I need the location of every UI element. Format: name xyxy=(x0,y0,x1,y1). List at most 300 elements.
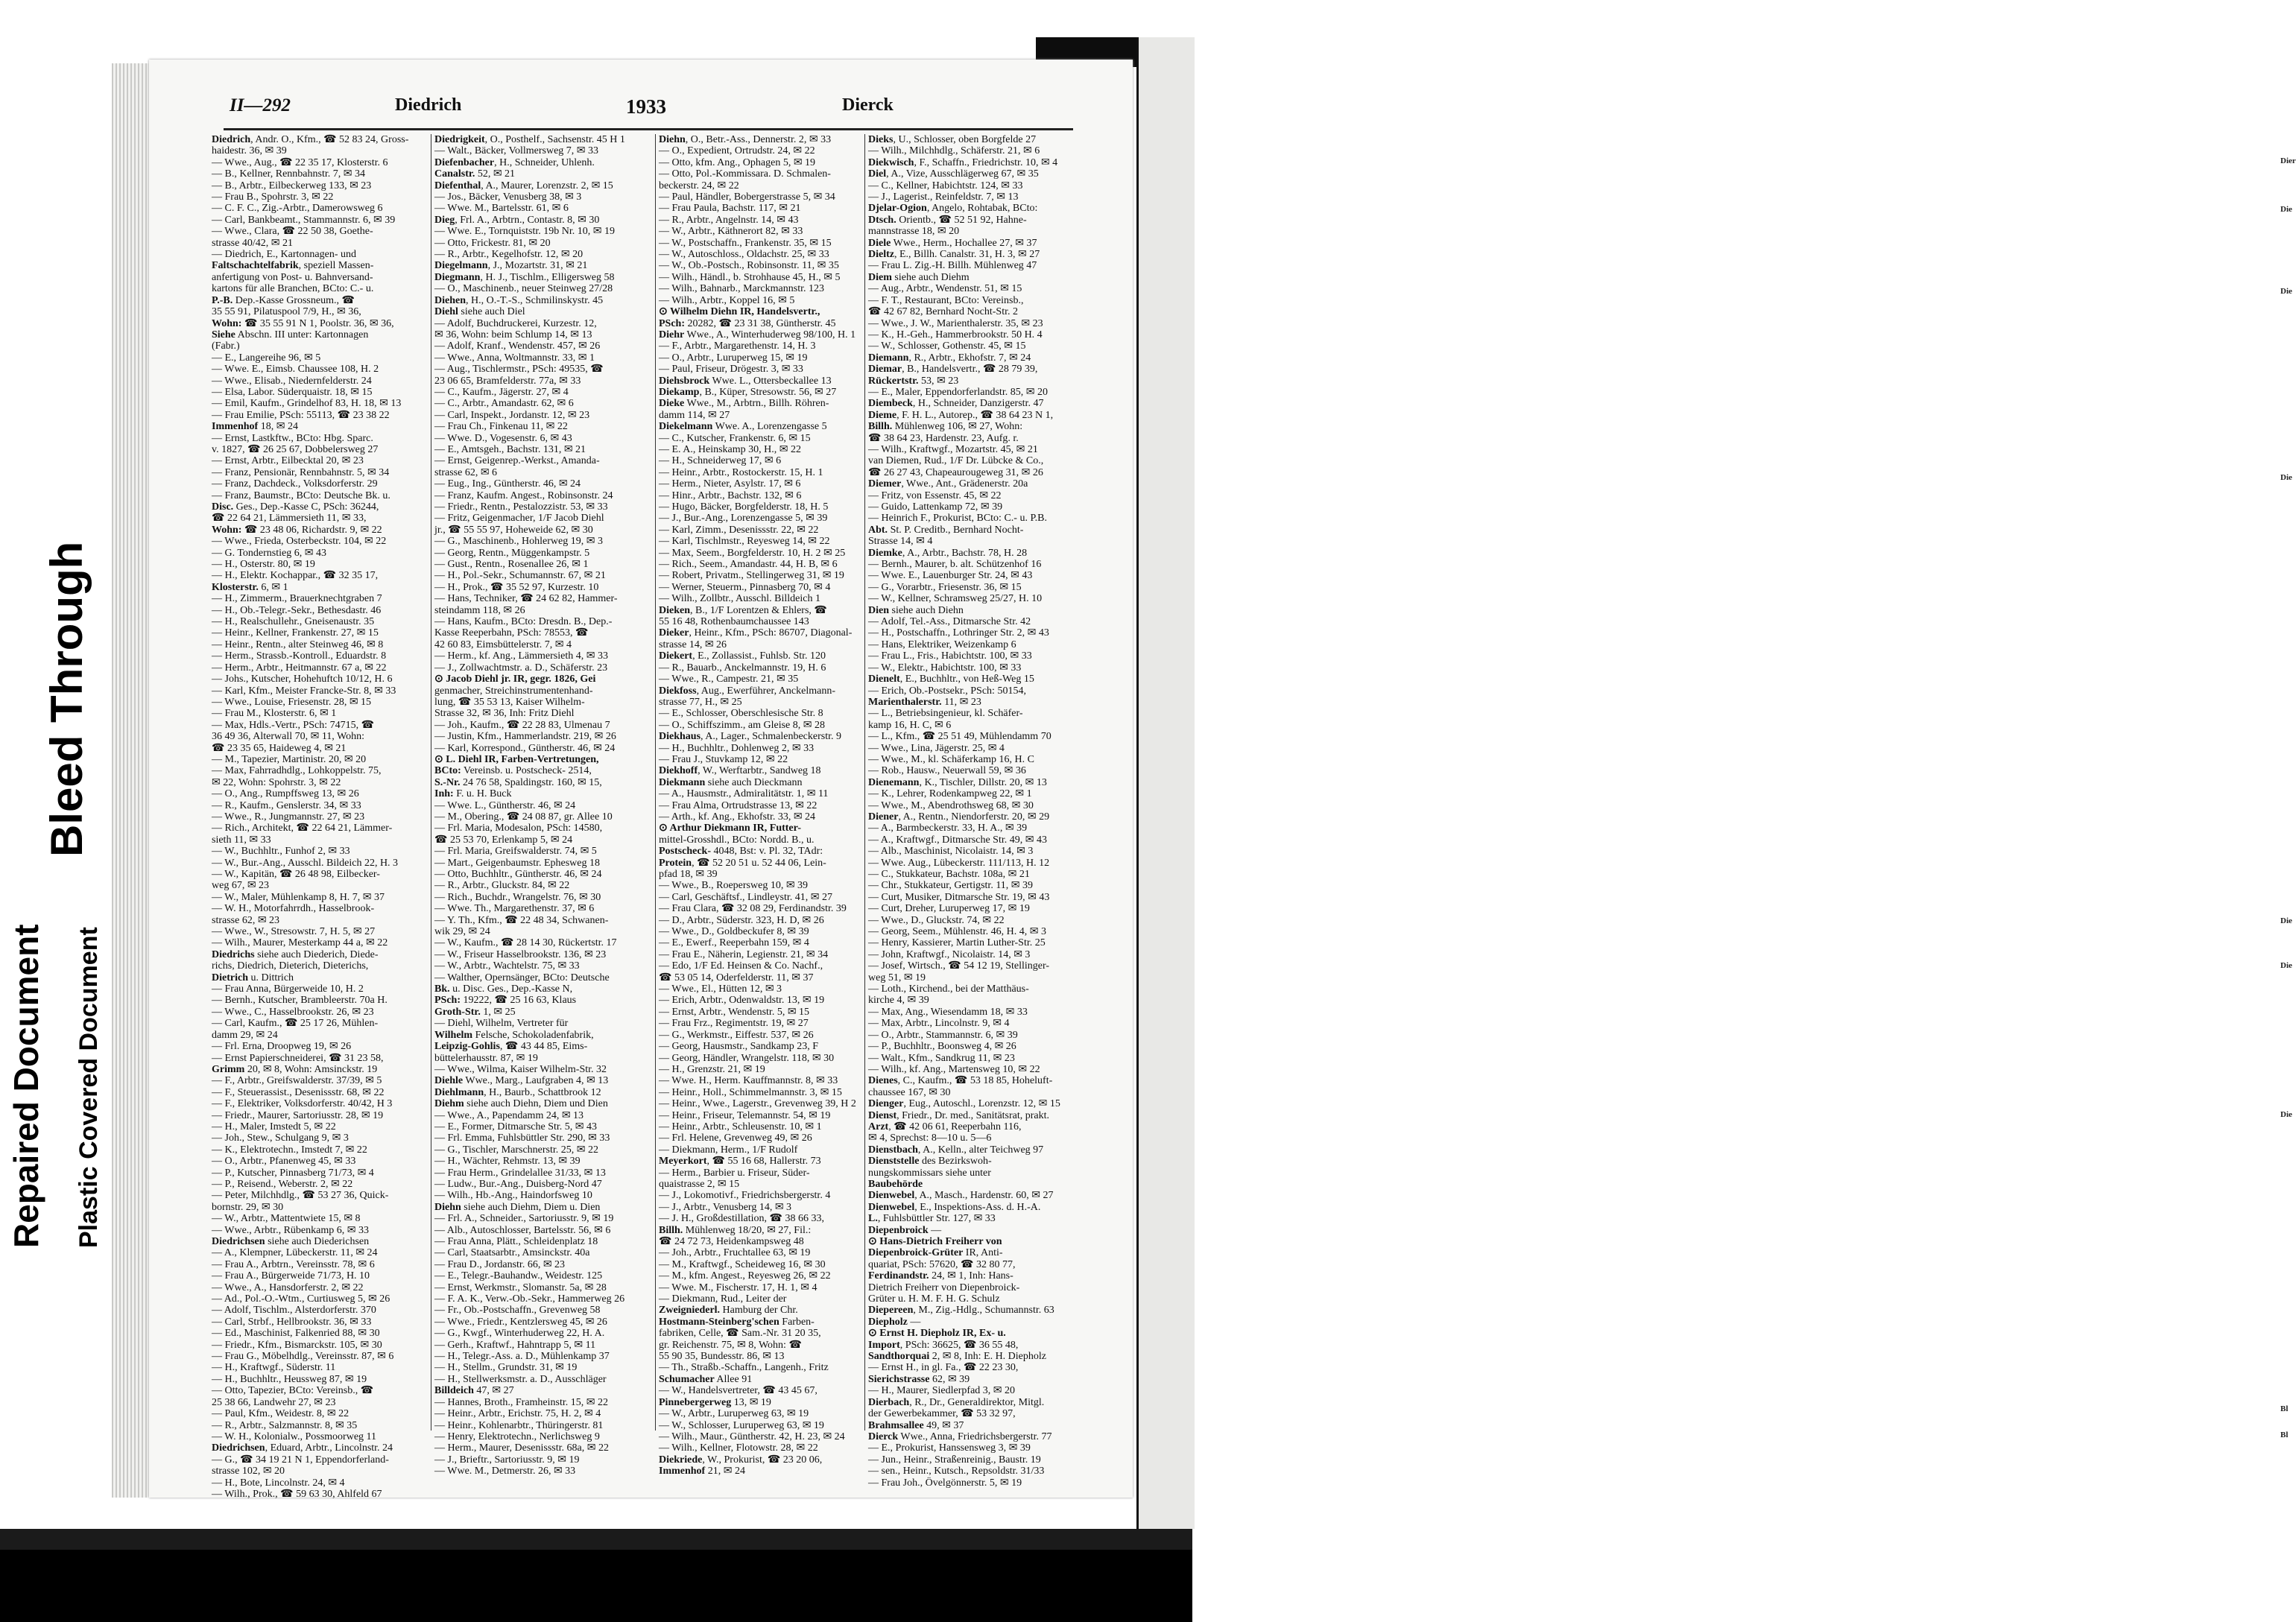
directory-entry-line: — Wwe., D., Gluckstr. 74, ✉ 22 xyxy=(868,914,1005,926)
directory-entry-line: — R., Kaufm., Genslerstr. 34, ✉ 33 xyxy=(212,799,361,811)
directory-entry-line: — Y. Th., Kfm., ☎ 22 48 34, Schwanen- xyxy=(434,914,609,926)
directory-entry-line: — Heinrich F., Prokurist, BCto: C.- u. P.B. xyxy=(868,513,1048,525)
directory-entry-line: Billh. Mühlenweg 106, ✉ 27, Wohn: xyxy=(868,421,1023,433)
directory-entry-line: — Wwe., Friedr., Kentzlersweg 45, ✉ 26 xyxy=(434,1316,607,1328)
directory-entry-line: — Ludw., Bur.-Ang., Duisberg-Nord 47 xyxy=(434,1178,602,1190)
directory-entry-line: — G., Vorarbtr., Friesenstr. 36, ✉ 15 xyxy=(868,581,1022,593)
directory-entry-line: — Aug., Tischlermstr., PSch: 49535, ☎ xyxy=(434,364,604,376)
directory-entry-line: — O., Arbtr., Luruperweg 15, ✉ 19 xyxy=(659,352,808,364)
directory-entry-line: Diehn siehe auch Diehm, Diem u. Dien xyxy=(434,1201,601,1213)
directory-entry-line: Billdeich 47, ✉ 27 xyxy=(434,1385,514,1397)
directory-entry-line: — G., Maschinenb., Hohlerweg 19, ✉ 3 xyxy=(434,536,603,548)
directory-entry-line: Djelar-Ogion, Angelo, Rohtabak, BCto: xyxy=(868,203,1038,215)
directory-entry-line: Dieltz, E., Billh. Canalstr. 31, H. 3, ✉ 27 xyxy=(868,249,1040,261)
directory-entry-line: — Otto, Pol.-Kommissara. D. Schmalen- xyxy=(659,168,831,180)
directory-entry-line: — D., Arbtr., Süderstr. 323, H. D, ✉ 26 xyxy=(659,914,824,926)
directory-entry-line: Diemke, A., Arbtr., Bachstr. 78, H. 28 xyxy=(868,547,1028,559)
directory-entry-line: — Ernst, Arbtr., Eilbecktal 20, ✉ 23 xyxy=(212,455,364,467)
directory-entry-line: — Frau Ch., Finkenau 11, ✉ 22 xyxy=(434,421,568,433)
directory-entry-line: — E., Former, Ditmarsche Str. 5, ✉ 43 xyxy=(434,1121,598,1132)
directory-entry-line: fabriken, Celle, ☎ Sam.-Nr. 31 20 35, xyxy=(659,1328,821,1340)
directory-entry-line: — H., Schneiderweg 17, ✉ 6 xyxy=(659,455,782,467)
directory-entry-line: — W., Postschaffn., Frankenstr. 35, ✉ 15 xyxy=(659,237,832,249)
directory-entry-line: 23 06 65, Bramfelderstr. 77a, ✉ 33 xyxy=(434,375,581,387)
directory-entry-line: — Curt, Musiker, Ditmarsche Str. 19, ✉ 43 xyxy=(868,891,1050,903)
directory-entry-line: — Hannes, Broth., Framheinstr. 15, ✉ 22 xyxy=(434,1396,608,1408)
directory-entry-line: mittel-Grosshdl., BCto: Nordd. B., u. xyxy=(659,834,815,846)
directory-entry-line: (Fabr.) xyxy=(212,340,240,352)
directory-entry-line: — A., Hausmstr., Admiralitätstr. 1, ✉ 11 xyxy=(659,788,829,800)
directory-entry-line: — Wwe. Th., Margarethenstr. 37, ✉ 6 xyxy=(434,903,595,915)
directory-entry-line: Diepereen, M., Zig.-Hdlg., Schumannstr. 63 xyxy=(868,1305,1054,1317)
directory-entry-line: Dienemann, K., Tischler, Dillstr. 20, ✉ 13 xyxy=(868,776,1047,788)
directory-entry-line: Dieg, Frl. A., Arbtrn., Contastr. 8, ✉ 30 xyxy=(434,214,600,226)
directory-entry-line: — F., Steuerassist., Desenissstr. 68, ✉ 22 xyxy=(212,1086,385,1098)
adjacent-page-text: Die xyxy=(2280,473,2292,482)
directory-entry-line: — Frau D., Jordanstr. 66, ✉ 23 xyxy=(434,1258,566,1270)
directory-entry-line: — W., Schlosser, Luruperweg 63, ✉ 19 xyxy=(659,1419,824,1431)
scan-top-margin xyxy=(108,0,1192,37)
directory-entry-line: Diedrichsen siehe auch Diederichsen xyxy=(212,1236,370,1247)
directory-entry-line: — Ernst Papierschneiderei, ☎ 31 23 58, xyxy=(212,1052,384,1064)
directory-entry-line: beckerstr. 24, ✉ 22 xyxy=(659,180,739,191)
directory-entry-line: — Wilh., Maur., Güntherstr. 42, H. 23, ✉ 24 xyxy=(659,1431,845,1442)
directory-entry-line: — Wwe. Aug., Lübeckerstr. 111/113, H. 12 xyxy=(868,857,1050,869)
directory-entry-line: — Wwe., C., Hasselbrookstr. 26, ✉ 23 xyxy=(212,1006,374,1018)
directory-column-3 xyxy=(659,134,872,1475)
directory-entry-line: — Peter, Milchhdlg., ☎ 53 27 36, Quick- xyxy=(212,1190,389,1202)
directory-entry-line: Meyerkort, ☎ 55 16 68, Hallerstr. 73 xyxy=(659,1156,821,1168)
directory-entry-line: — Wwe., Clara, ☎ 22 50 38, Goethe- xyxy=(212,226,373,238)
directory-entry-line: Siehe Abschn. III unter: Kartonnagen xyxy=(212,329,369,340)
directory-entry-line: — Ernst, Werkmstr., Slomanstr. 5a, ✉ 28 xyxy=(434,1282,607,1293)
directory-entry-line: — J., Lagerist., Reinfeldstr. 7, ✉ 13 xyxy=(868,191,1019,203)
directory-entry-line: — Friedr., Rentn., Pestalozzistr. 53, ✉ 33 xyxy=(434,501,608,513)
directory-entry-line: ✉ 4, Sprechst: 8—10 u. 5—6 xyxy=(868,1132,992,1144)
directory-entry-line: — R., Bauarb., Anckelmannstr. 19, H. 6 xyxy=(659,662,826,674)
directory-entry-line: ✉ 36, Wohn: beim Schlump 14, ✉ 13 xyxy=(434,329,592,340)
directory-entry-line: — C., Stukkateur, Bachstr. 108a, ✉ 21 xyxy=(868,869,1030,880)
directory-entry-line: pfad 18, ✉ 39 xyxy=(659,869,718,880)
header-year: 1933 xyxy=(626,95,666,118)
directory-entry-line: Hostmann-Steinberg'schen Farben- xyxy=(659,1316,815,1328)
directory-entry-line: 25 38 66, Landwehr 27, ✉ 23 xyxy=(212,1396,336,1408)
directory-entry-line: quaistrasse 2, ✉ 15 xyxy=(659,1178,740,1190)
directory-entry-line: — Frau A., Arbtrn., Vereinsstr. 78, ✉ 6 xyxy=(212,1258,375,1270)
directory-entry-line: — Herm., Barbier u. Friseur, Süder- xyxy=(659,1167,810,1179)
directory-entry-line: — Ernst H., in gl. Fa., ☎ 22 23 30, xyxy=(868,1362,1019,1374)
directory-column-1 xyxy=(212,134,425,1500)
directory-entry-line: — Wilh., Kellner, Flotowstr. 28, ✉ 22 xyxy=(659,1442,818,1454)
repaired-document-label: Repaired Document xyxy=(7,924,45,1248)
directory-entry-line: Pinnebergerweg 13, ✉ 19 xyxy=(659,1396,771,1408)
directory-entry-line: — Carl, Strbf., Hellbrookstr. 36, ✉ 33 xyxy=(212,1316,372,1328)
directory-entry-line: 36 49 36, Alterwall 70, ✉ 11, Wohn: xyxy=(212,731,365,743)
directory-entry-line: Baubehörde xyxy=(868,1178,923,1190)
directory-entry-line: — J., Zollwachtmstr. a. D., Schäferstr. 23 xyxy=(434,662,608,674)
directory-entry-line: richs, Diedrich, Dieterich, Dieterichs, xyxy=(212,960,369,972)
directory-entry-line: Diedrigkeit, O., Posthelf., Sachsenstr. 45 H 1 xyxy=(434,134,625,145)
directory-entry-line: — Wilh., Arbtr., Koppel 16, ✉ 5 xyxy=(659,294,795,306)
scan-bottom-shadow xyxy=(0,1529,1192,1550)
directory-entry-line: weg 67, ✉ 23 xyxy=(212,880,270,892)
directory-entry-line: Billh. Mühlenweg 18/20, ✉ 27, Fil.: xyxy=(659,1224,812,1236)
directory-entry-line: — F., Arbtr., Margarethenstr. 14, H. 3 xyxy=(659,340,816,352)
directory-entry-line: — Wwe., Aug., ☎ 22 35 17, Klosterstr. 6 xyxy=(212,156,388,168)
directory-entry-line: — Frau L. Zig.-H. Billh. Mühlenweg 47 xyxy=(868,260,1037,272)
directory-entry-line: — Fritz, von Essenstr. 45, ✉ 22 xyxy=(868,490,1002,501)
directory-entry-line: — O., Arbtr., Stammannstr. 6, ✉ 39 xyxy=(868,1029,1018,1041)
directory-entry-line: — Wwe., D., Goldbeckufer 8, ✉ 39 xyxy=(659,926,809,938)
directory-entry-line: — W., Arbtr., Wachtelstr. 75, ✉ 33 xyxy=(434,960,580,972)
directory-entry-line: — Th., Straßb.-Schaffn., Langenh., Fritz xyxy=(659,1362,829,1374)
directory-entry-line: — M., Kraftwgf., Scheideweg 16, ✉ 30 xyxy=(659,1258,826,1270)
directory-entry-line: Brahmsallee 49, ✉ 37 xyxy=(868,1419,964,1431)
directory-entry-line: — E., Ewerf., Reeperbahn 159, ✉ 4 xyxy=(659,937,809,949)
directory-entry-line: — Otto, kfm. Ang., Ophagen 5, ✉ 19 xyxy=(659,156,816,168)
directory-entry-line: — Wilh., Maurer, Mesterkamp 44 a, ✉ 22 xyxy=(212,937,388,949)
directory-entry-line: — H., Zimmerm., Brauerknechtgraben 7 xyxy=(212,593,382,605)
directory-entry-line: — H., Wächter, Rehmstr. 13, ✉ 39 xyxy=(434,1156,581,1168)
directory-entry-line: Dieke Wwe., M., Arbtrn., Billh. Röhren- xyxy=(659,398,829,410)
directory-entry-line: — G., ☎ 34 19 21 N 1, Eppendorferland- xyxy=(212,1454,389,1466)
adjacent-page-strip xyxy=(1136,37,2296,1529)
directory-entry-line: — W., Arbtr., Mattentwiete 15, ✉ 8 xyxy=(212,1213,361,1225)
directory-entry-line: Inh: F. u. H. Buck xyxy=(434,788,512,800)
directory-entry-line: — Frau J., Stuvkamp 12, ✉ 22 xyxy=(659,753,788,765)
directory-entry-line: — Heinr., Holl., Schimmelmannstr. 3, ✉ 15 xyxy=(659,1086,842,1098)
directory-entry-line: — Wilh., Milchhdlg., Schäferstr. 21, ✉ 6 xyxy=(868,145,1040,157)
directory-entry-line: — Frl. Helene, Grevenweg 49, ✉ 26 xyxy=(659,1132,812,1144)
directory-entry-line: — Diekmann, Herm., 1/F Rudolf xyxy=(659,1144,798,1156)
directory-entry-line: — Max, Hdls.-Vertr., PSch: 74715, ☎ xyxy=(212,719,375,731)
directory-entry-line: — C. F. C., Zig.-Arbtr., Damerowsweg 6 xyxy=(212,203,383,215)
directory-entry-line: Abt. St. P. Creditb., Bernhard Nocht- xyxy=(868,524,1024,536)
directory-entry-line: — B., Arbtr., Eilbeckerweg 133, ✉ 23 xyxy=(212,180,372,191)
directory-entry-line: Immenhof 21, ✉ 24 xyxy=(659,1466,745,1477)
directory-entry-line: damm 29, ✉ 24 xyxy=(212,1029,278,1041)
directory-entry-line: — Rob., Hausw., Neuerwall 59, ✉ 36 xyxy=(868,765,1026,777)
directory-entry-line: ✉ 22, Wohn: Spohrstr. 3, ✉ 22 xyxy=(212,776,341,788)
page-number: II—292 xyxy=(230,95,291,115)
directory-entry-line: — H., Postschaffn., Lothringer Str. 2, ✉ 43 xyxy=(868,627,1049,639)
header-first-entry: Diedrich xyxy=(395,95,462,115)
directory-entry-line: — H., Ob.-Telegr.-Sekr., Bethesdastr. 46 xyxy=(212,604,382,616)
directory-entry-line: 55 90 35, Bundesstr. 86, ✉ 13 xyxy=(659,1351,785,1363)
directory-entry-line: Diepenbroick-Grüter IR, Anti- xyxy=(868,1247,1003,1259)
directory-entry-line: Faltschachtelfabrik, speziell Massen- xyxy=(212,260,374,272)
directory-entry-line: Diembeck, H., Schneider, Danzigerstr. 47 xyxy=(868,398,1044,410)
directory-entry-line: — Wilh., Bahnarb., Marckmannstr. 123 xyxy=(659,283,824,295)
directory-entry-line: 55 16 48, Rothenbaumchaussee 143 xyxy=(659,616,809,628)
page-header xyxy=(149,95,1133,125)
directory-entry-line: — Wwe., A., Papendamm 24, ✉ 13 xyxy=(434,1109,584,1121)
directory-entry-line: — Joh., Arbtr., Fruchtallee 63, ✉ 19 xyxy=(659,1247,811,1259)
adjacent-page-text: Die xyxy=(2280,205,2292,214)
directory-entry-line: — Heinr., Rentn., alter Steinweg 46, ✉ 8 xyxy=(212,639,384,650)
directory-entry-line: — E., Schlosser, Oberschlesische Str. 8 xyxy=(659,708,823,720)
directory-entry-line: — Elsa, Labor. Süderquaistr. 18, ✉ 15 xyxy=(212,386,373,398)
directory-entry-line: ☎ 24 72 73, Heidenkampsweg 48 xyxy=(659,1236,804,1247)
directory-entry-line: chaussee 167, ✉ 30 xyxy=(868,1086,951,1098)
directory-entry-line: — H., Kraftwgf., Süderstr. 11 xyxy=(212,1362,336,1374)
directory-entry-line: — F. T., Restaurant, BCto: Vereinsb., xyxy=(868,294,1024,306)
directory-entry-line: Disc. Ges., Dep.-Kasse C, PSch: 36244, xyxy=(212,501,379,513)
directory-entry-line: — Joh., Kaufm., ☎ 22 28 83, Ulmenau 7 xyxy=(434,719,610,731)
directory-entry-line: — Werner, Steuerm., Pinnasberg 70, ✉ 4 xyxy=(659,581,831,593)
directory-entry-line: — Joh., Stew., Schulgang 9, ✉ 3 xyxy=(212,1132,349,1144)
directory-entry-line: — Max, Fahrradhdlg., Lohkoppelstr. 75, xyxy=(212,765,382,777)
directory-entry-line: bornstr. 29, ✉ 30 xyxy=(212,1201,284,1213)
directory-entry-line: lung, ☎ 35 53 13, Kaiser Wilhelm- xyxy=(434,696,585,708)
directory-entry-line: — J., Brieftr., Sartoriusstr. 9, ✉ 19 xyxy=(434,1454,580,1466)
directory-entry-line: — H., Stellwerksmstr. a. D., Ausschläger xyxy=(434,1373,607,1385)
directory-entry-line: — W., Friseur Hasselbrookstr. 136, ✉ 23 xyxy=(434,948,607,960)
directory-entry-line: quariat, PSch: 57620, ☎ 32 80 77, xyxy=(868,1258,1016,1270)
directory-entry-line: — Karl, Kfm., Meister Francke-Str. 8, ✉ 33 xyxy=(212,685,396,697)
directory-entry-line: — C., Kaufm., Jägerstr. 27, ✉ 4 xyxy=(434,386,569,398)
directory-entry-line: — Franz, Dachdeck., Volksdorferstr. 29 xyxy=(212,478,378,490)
directory-entry-line: — M., Tapezier, Martinistr. 20, ✉ 20 xyxy=(212,753,367,765)
directory-entry-line: — Frau Frz., Regimentstr. 19, ✉ 27 xyxy=(659,1018,809,1030)
directory-entry-line: — Bernh., Maurer, b. alt. Schützenhof 16 xyxy=(868,559,1042,571)
directory-entry-line: — E., Maler, Eppendorferlandstr. 85, ✉ 20 xyxy=(868,386,1048,398)
directory-entry-line: genmacher, Streichinstrumentenhand- xyxy=(434,685,593,697)
directory-entry-line: — Wwe., R., Campestr. 21, ✉ 35 xyxy=(659,674,799,685)
directory-entry-line: — H., Stellm., Grundstr. 31, ✉ 19 xyxy=(434,1362,578,1374)
directory-entry-line: S.-Nr. 24 76 58, Spaldingstr. 160, ✉ 15, xyxy=(434,776,602,788)
directory-entry-line: Diekriede, W., Prokurist, ☎ 23 20 06, xyxy=(659,1454,823,1466)
directory-entry-line: PSch: 19222, ☎ 25 16 63, Klaus xyxy=(434,995,577,1007)
directory-entry-line: — Frau M., Klosterstr. 6, ✉ 1 xyxy=(212,708,337,720)
directory-entry-line: — Wilh., Hb.-Ang., Haindorfsweg 10 xyxy=(434,1190,592,1202)
directory-entry-line: Dienger, Eug., Autoschl., Lorenzstr. 12, ✉ 15 xyxy=(868,1098,1060,1110)
directory-entry-line: — Wwe., J. W., Marienthalerstr. 35, ✉ 23 xyxy=(868,317,1043,329)
directory-entry-line: — Karl, Korrespond., Güntherstr. 46, ✉ 24 xyxy=(434,742,616,754)
directory-entry-line: kartons für alle Branchen, BCto: C.- u. xyxy=(212,283,374,295)
directory-entry-line: — H., Buchhltr., Dohlenweg 2, ✉ 33 xyxy=(659,742,815,754)
directory-entry-line: — Frau Anna, Plätt., Schleidenplatz 18 xyxy=(434,1236,598,1247)
directory-entry-line: Diekhaus, A., Lager., Schmalenbeckerstr. 9 xyxy=(659,731,841,743)
directory-entry-line: Diekert, E., Zollassist., Fuhlsb. Str. 120 xyxy=(659,650,826,662)
directory-entry-line: Diekfoss, Aug., Ewerführer, Anckelmann- xyxy=(659,685,835,697)
directory-entry-line: Marienthalerstr. 11, ✉ 23 xyxy=(868,696,981,708)
directory-entry-line: — Frau Alma, Ortrudstrasse 13, ✉ 22 xyxy=(659,799,817,811)
directory-entry-line: — W. H., Motorfahrrdh., Hasselbrook- xyxy=(212,903,375,915)
directory-entry-line: — Frau Herm., Grindelallee 31/33, ✉ 13 xyxy=(434,1167,606,1179)
directory-entry-line: Dieker, Heinr., Kfm., PSch: 86707, Diagonal- xyxy=(659,627,853,639)
directory-entry-line: Diemann, R., Arbtr., Ekhofstr. 7, ✉ 24 xyxy=(868,352,1031,364)
directory-entry-line: — R., Arbtr., Gluckstr. 84, ✉ 22 xyxy=(434,880,570,892)
directory-entry-line: — Adolf, Tischlm., Alsterdorferstr. 370 xyxy=(212,1305,376,1317)
directory-entry-line: — Wwe., R., Jungmannstr. 27, ✉ 23 xyxy=(212,811,365,823)
directory-entry-line: Diehr Wwe., A., Winterhuderweg 98/100, H. 1 xyxy=(659,329,856,340)
directory-entry-line: — Erich, Arbtr., Odenwaldstr. 13, ✉ 19 xyxy=(659,995,825,1007)
directory-entry-line: — Wilh., kf. Ang., Martensweg 10, ✉ 22 xyxy=(868,1063,1040,1075)
directory-entry-line: — Wwe., Wilma, Kaiser Wilhelm-Str. 32 xyxy=(434,1063,607,1075)
directory-entry-line: ☎ 38 64 23, Hardenstr. 23, Aufg. r. xyxy=(868,432,1019,444)
directory-entry-line: Diehl siehe auch Diel xyxy=(434,306,525,318)
directory-entry-line: — K., Lehrer, Rodenkampweg 22, ✉ 1 xyxy=(868,788,1032,800)
directory-entry-line: — Wwe., Louise, Friesenstr. 28, ✉ 15 xyxy=(212,696,372,708)
directory-entry-line: — Heinr., Arbtr., Erichstr. 75, H. 2, ✉ 4 xyxy=(434,1408,601,1420)
bleed-through-label: Bleed Through xyxy=(42,541,92,857)
directory-entry-line: — Herm., Arbtr., Heitmannstr. 67 a, ✉ 22 xyxy=(212,662,387,674)
directory-entry-line: Zweigniederl. Hamburg der Chr. xyxy=(659,1305,798,1317)
directory-entry-line: — A., Kraftwgf., Ditmarsche Str. 49, ✉ 43 xyxy=(868,834,1047,846)
directory-entry-line: — Rich., Buchdr., Wrangelstr. 76, ✉ 30 xyxy=(434,891,601,903)
directory-entry-line: — Otto, Tapezier, BCto: Vereinsb., ☎ xyxy=(212,1385,374,1397)
directory-entry-line: — Hugo, Bäcker, Borgfelderstr. 18, H. 5 xyxy=(659,501,829,513)
directory-entry-line: Diedrichs siehe auch Diederich, Diede- xyxy=(212,948,379,960)
directory-entry-line: kamp 16, H. C, ✉ 6 xyxy=(868,719,952,731)
directory-entry-line: — Max, Seem., Borgfelderstr. 10, H. 2 ✉ 25 xyxy=(659,547,846,559)
directory-entry-line: Dienes, C., Kaufm., ☎ 53 18 85, Hoheluft- xyxy=(868,1075,1053,1087)
directory-entry-line: — Wwe. H., Herm. Kauffmannstr. 8, ✉ 33 xyxy=(659,1075,838,1087)
column-divider xyxy=(655,134,656,1431)
directory-entry-line: Diefenthal, A., Maurer, Lorenzstr. 2, ✉ 15 xyxy=(434,180,613,191)
directory-entry-line: der Gewerbekammer, ☎ 53 32 97, xyxy=(868,1408,1016,1420)
directory-entry-line: — Wwe., Frieda, Osterbeckstr. 104, ✉ 22 xyxy=(212,536,387,548)
directory-entry-line: — Adolf, Buchdruckerei, Kurzestr. 12, xyxy=(434,317,597,329)
directory-entry-line: — Max, Arbtr., Lincolnstr. 9, ✉ 4 xyxy=(868,1018,1010,1030)
directory-entry-line: — Wwe. M., Bartelsstr. 61, ✉ 6 xyxy=(434,203,569,215)
directory-entry-line: — Wilh., Händl., b. Strohhause 45, H., ✉ 5 xyxy=(659,271,841,283)
directory-entry-line: — Ernst, Geigenrep.-Werkst., Amanda- xyxy=(434,455,600,467)
directory-entry-line: — H., Prok., ☎ 35 52 97, Kurzestr. 10 xyxy=(434,581,599,593)
directory-entry-line: ☎ 53 05 14, Oderfelderstr. 11, ✉ 37 xyxy=(659,972,814,983)
directory-entry-line: ☎ 42 67 82, Bernhard Nocht-Str. 2 xyxy=(868,306,1018,318)
directory-entry-line: P.-B. Dep.-Kasse Grossneum., ☎ xyxy=(212,294,355,306)
directory-entry-line: — W., Kellner, Schramsweg 25/27, H. 10 xyxy=(868,593,1043,605)
directory-entry-line: — A., Barmbeckerstr. 33, H. A., ✉ 39 xyxy=(868,823,1028,834)
directory-entry-line: van Diemen, Rud., 1/F Dr. Lübcke & Co., xyxy=(868,455,1044,467)
directory-entry-line: Schumacher Allee 91 xyxy=(659,1373,753,1385)
directory-entry-line: — sen., Heinr., Kutsch., Repsoldstr. 31/33 xyxy=(868,1466,1045,1477)
directory-entry-line: — W., Autoschloss., Oldachstr. 25, ✉ 33 xyxy=(659,249,829,261)
directory-entry-line: — Wilh., Zollbtr., Ausschl. Billdeich 1 xyxy=(659,593,820,605)
directory-entry-line: — Carl, Staatsarbtr., Amsinckstr. 40a xyxy=(434,1247,590,1259)
directory-entry-line: — Wwe., M., Abendrothsweg 68, ✉ 30 xyxy=(868,799,1034,811)
directory-entry-line: — Carl, Geschäftsf., Lindleystr. 41, ✉ 27 xyxy=(659,891,832,903)
directory-entry-line: Postscheck- 4048, Bst: v. Pl. 32, TAdr: xyxy=(659,846,823,858)
directory-entry-line: ⊙ Jacob Diehl jr. IR, gegr. 1826, Gei xyxy=(434,674,596,685)
directory-entry-line: — Carl, Inspekt., Jordanstr. 12, ✉ 23 xyxy=(434,409,590,421)
directory-entry-line: Wilhelm Felsche, Schokoladenfabrik, xyxy=(434,1029,594,1041)
directory-entry-line: — F., Arbtr., Greifswalderstr. 37/39, ✉ 5 xyxy=(212,1075,382,1087)
directory-entry-line: — Arth., kf. Ang., Ekhofstr. 33, ✉ 24 xyxy=(659,811,816,823)
directory-entry-line: Dieme, F. H. L., Autorep., ☎ 38 64 23 N 1, xyxy=(868,409,1054,421)
directory-entry-line: — E., Prokurist, Hanssensweg 3, ✉ 39 xyxy=(868,1442,1031,1454)
directory-entry-line: — Wwe., W., Stresowstr. 7, H. 5, ✉ 27 xyxy=(212,926,376,938)
directory-entry-line: — Wwe. D., Vogesenstr. 6, ✉ 43 xyxy=(434,432,572,444)
directory-entry-line: — Adolf, Kranf., Wendenstr. 457, ✉ 26 xyxy=(434,340,601,352)
directory-entry-line: — Georg, Händler, Wrangelstr. 118, ✉ 30 xyxy=(659,1052,835,1064)
directory-entry-line: Diefenbacher, H., Schneider, Uhlenh. xyxy=(434,156,595,168)
directory-entry-line: — Frau G., Möbelhdlg., Vereinsstr. 87, ✉ 6 xyxy=(212,1351,394,1363)
directory-entry-line: — R., Arbtr., Salzmannstr. 8, ✉ 35 xyxy=(212,1419,358,1431)
directory-entry-line: — C., Kellner, Habichtstr. 124, ✉ 33 xyxy=(868,180,1023,191)
directory-entry-line: — Fr., Ob.-Postschaffn., Grevenweg 58 xyxy=(434,1305,601,1317)
directory-entry-line: Diehle Wwe., Marg., Laufgraben 4, ✉ 13 xyxy=(434,1075,609,1087)
directory-entry-line: — Herm., Maurer, Desenissstr. 68a, ✉ 22 xyxy=(434,1442,609,1454)
directory-entry-line: — Georg, Seem., Mühlenstr. 46, H. 4, ✉ 3 xyxy=(868,926,1046,938)
directory-entry-line: — O., Expedient, Ortrudstr. 24, ✉ 22 xyxy=(659,145,815,157)
directory-entry-line: Bk. u. Disc. Ges., Dep.-Kasse N, xyxy=(434,983,573,995)
directory-entry-line: — K., H.-Geh., Hammerbrookstr. 50 H. 4 xyxy=(868,329,1043,340)
directory-entry-line: Groth-Str. 1, ✉ 25 xyxy=(434,1006,516,1018)
directory-entry-line: — Gust., Rentn., Rosenallee 26, ✉ 1 xyxy=(434,559,589,571)
directory-entry-line: Strasse 32, ✉ 36, Inh: Fritz Diehl xyxy=(434,708,575,720)
directory-entry-line: — Frau L., Fris., Habichtstr. 100, ✉ 33 xyxy=(868,650,1032,662)
directory-entry-line: Rückertstr. 53, ✉ 23 xyxy=(868,375,959,387)
directory-entry-line: mannstrasse 18, ✉ 20 xyxy=(868,226,960,238)
directory-entry-line: — Rich., Seem., Amandastr. 44, H. B, ✉ 6 xyxy=(659,559,838,571)
directory-entry-line: wik 29, ✉ 24 xyxy=(434,926,490,938)
directory-entry-line: — Wwe. M., Detmerstr. 26, ✉ 33 xyxy=(434,1466,576,1477)
directory-entry-line: jr., ☎ 55 55 97, Hoheweide 62, ✉ 30 xyxy=(434,524,593,536)
directory-entry-line: gr. Reichenstr. 75, ✉ 8, Wohn: ☎ xyxy=(659,1339,802,1351)
directory-entry-line: — Walther, Opernsänger, BCto: Deutsche xyxy=(434,972,610,983)
directory-entry-line: — W., Maler, Mühlenkamp 8, H. 7, ✉ 37 xyxy=(212,891,385,903)
directory-entry-line: — E., Amtsgeh., Bachstr. 131, ✉ 21 xyxy=(434,443,586,455)
directory-entry-line: ☎ 23 35 65, Haideweg 4, ✉ 21 xyxy=(212,742,347,754)
directory-entry-line: — Wwe., A., Hansdorferstr. 2, ✉ 22 xyxy=(212,1282,364,1293)
directory-entry-line: — Diekmann, Rud., Leiter der xyxy=(659,1293,787,1305)
directory-entry-line: — Curt, Dreher, Luruperweg 17, ✉ 19 xyxy=(868,903,1030,915)
directory-entry-line: ⊙ Ernst H. Diepholz IR, Ex- u. xyxy=(868,1328,1006,1340)
directory-entry-line: — O., Arbtr., Pfanenweg 45, ✉ 33 xyxy=(212,1156,356,1168)
directory-entry-line: — B., Kellner, Rennbahnstr. 7, ✉ 34 xyxy=(212,168,365,180)
directory-entry-line: — Otto, Frickestr. 81, ✉ 20 xyxy=(434,237,551,249)
directory-entry-line: Dienststelle des Bezirkswoh- xyxy=(868,1156,992,1168)
directory-entry-line: damm 114, ✉ 27 xyxy=(659,409,730,421)
directory-entry-line: — F., Elektriker, Volksdorferstr. 40/42, H 3 xyxy=(212,1098,393,1110)
directory-entry-line: — Wwe. E., Lauenburger Str. 24, ✉ 43 xyxy=(868,570,1033,582)
directory-entry-line: — Herm., Nieter, Asylstr. 17, ✉ 6 xyxy=(659,478,801,490)
directory-entry-line: — R., Arbtr., Kegelhofstr. 12, ✉ 20 xyxy=(434,249,584,261)
directory-entry-line: — Emil, Kaufm., Grindelhof 83, H. 18, ✉ 13 xyxy=(212,398,402,410)
directory-entry-line: — Paul, Friseur, Drögestr. 3, ✉ 33 xyxy=(659,364,803,376)
directory-entry-line: — Wilh., Prok., ☎ 59 63 30, Ahlfeld 67 xyxy=(212,1488,382,1500)
directory-entry-line: — M., kfm. Angest., Reyesweg 26, ✉ 22 xyxy=(659,1270,831,1282)
plastic-covered-label: Plastic Covered Document xyxy=(75,927,103,1248)
directory-entry-line: — W., Buchhltr., Funhof 2, ✉ 33 xyxy=(212,846,350,858)
directory-entry-line: — Heinr., Friseur, Telemannstr. 54, ✉ 19 xyxy=(659,1109,831,1121)
directory-entry-line: — Paul, Händler, Bobergerstrasse 5, ✉ 34 xyxy=(659,191,835,203)
directory-entry-line: — Herm., Strassb.-Kontroll., Eduardstr. 8 xyxy=(212,650,387,662)
directory-entry-line: strasse 77, H., ✉ 25 xyxy=(659,696,742,708)
directory-entry-line: Diedrich, Andr. O., Kfm., ☎ 52 83 24, Gross- xyxy=(212,134,409,145)
adjacent-page-text: Bl xyxy=(2280,1404,2289,1413)
directory-entry-line: Diel, A., Vize, Ausschlägerweg 67, ✉ 35 xyxy=(868,168,1039,180)
directory-entry-line: — Jun., Heinr., Straßenreinig., Baustr. 19 xyxy=(868,1454,1041,1466)
directory-entry-line: — H., Osterstr. 80, ✉ 19 xyxy=(212,559,315,571)
directory-entry-line: — J., Arbtr., Venusberg 14, ✉ 3 xyxy=(659,1201,792,1213)
directory-entry-line: — Ernst, Lastkftw., BCto: Hbg. Sparc. xyxy=(212,432,373,444)
directory-entry-line: — Herm., kf. Ang., Lämmersieth 4, ✉ 33 xyxy=(434,650,608,662)
directory-entry-line: kirche 4, ✉ 39 xyxy=(868,995,929,1007)
directory-entry-line: — Wwe. E., Tornquiststr. 19b Nr. 10, ✉ 19 xyxy=(434,226,616,238)
directory-entry-line: Diegmann, H. J., Tischlm., Elligersweg 58 xyxy=(434,271,615,283)
directory-entry-line: Diehn, O., Betr.-Ass., Dennerstr. 2, ✉ 33 xyxy=(659,134,832,145)
directory-entry-line: Dtsch. Orientb., ☎ 52 51 92, Hahne- xyxy=(868,214,1027,226)
directory-entry-line: Dierbach, R., Dr., Generaldirektor, Mitgl. xyxy=(868,1396,1045,1408)
directory-entry-line: strasse 14, ✉ 26 xyxy=(659,639,727,650)
directory-entry-line: — P., Kutscher, Pinnasberg 71/73, ✉ 4 xyxy=(212,1167,374,1179)
directory-entry-line: — Frau A., Bürgerweide 71/73, H. 10 xyxy=(212,1270,370,1282)
directory-entry-line: — Paul, Kfm., Weidestr. 8, ✉ 22 xyxy=(212,1408,350,1420)
